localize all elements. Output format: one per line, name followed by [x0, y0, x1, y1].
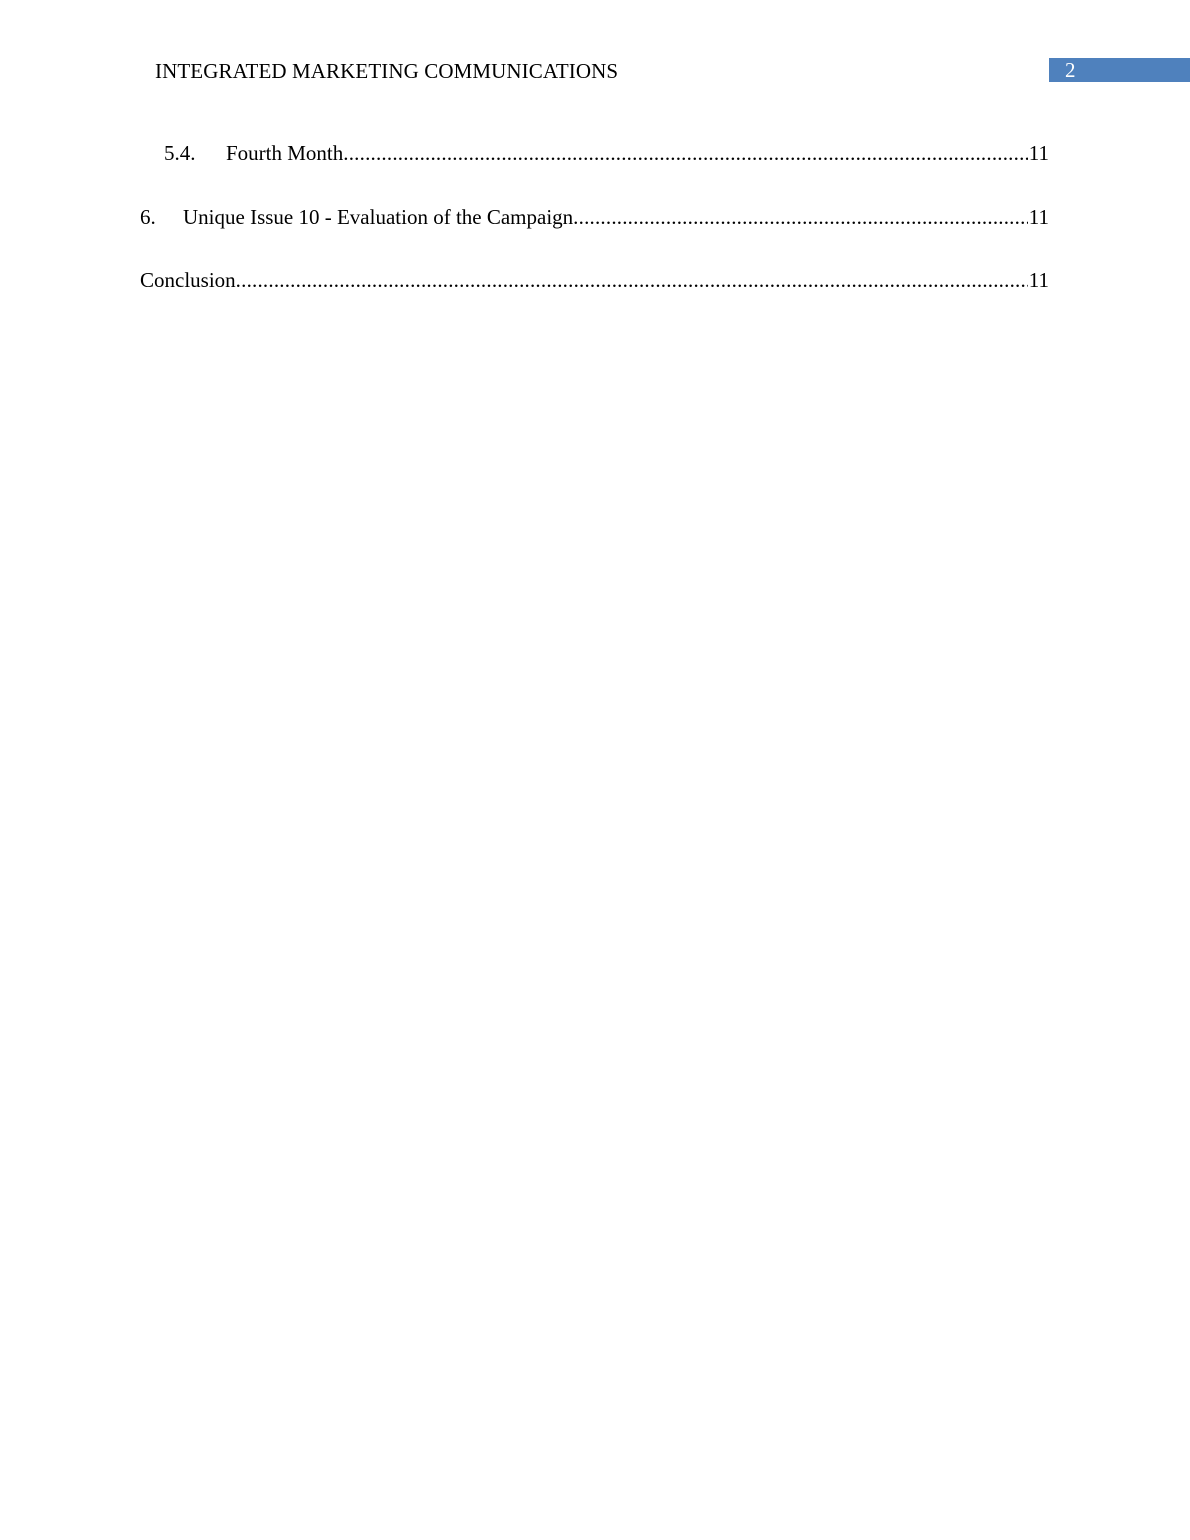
toc-entry-page: 11 [1028, 268, 1049, 292]
toc-entry-page: 11 [1028, 205, 1049, 229]
toc-entry-evaluation-of-campaign[interactable] [140, 202, 1049, 232]
toc-entry-title: Conclusion [140, 268, 236, 292]
toc-entry-page: 11 [1028, 141, 1049, 165]
toc-entry-conclusion[interactable] [140, 265, 1049, 295]
toc-entry-title: Fourth Month [226, 141, 344, 165]
toc-dot-leader [236, 265, 1028, 295]
toc-entry-number: 6. [140, 205, 156, 229]
page-number: 2 [1065, 58, 1076, 82]
toc-dot-leader [343, 138, 1028, 168]
toc-entry-fourth-month[interactable] [164, 138, 1049, 168]
toc-dot-leader [573, 202, 1028, 232]
running-head-title: INTEGRATED MARKETING COMMUNICATIONS [155, 59, 619, 83]
page-header [0, 0, 1190, 100]
page-number-badge [1049, 58, 1190, 82]
toc-entry-title: Unique Issue 10 - Evaluation of the Campaign [183, 205, 574, 229]
toc-entry-number: 5.4. [164, 141, 196, 165]
